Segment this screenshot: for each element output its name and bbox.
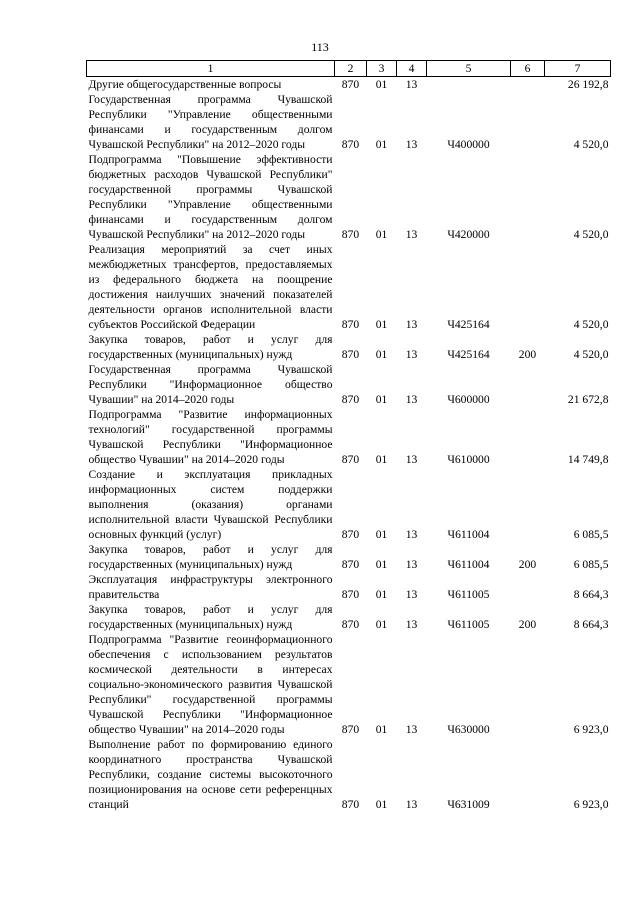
row-subsection-code: 13 [405,528,418,541]
row-description: Закупка товаров, работ и услуг для государственных (муниципальных) нужд [88,603,333,631]
row-ministry-code: 870 [341,453,360,466]
column-header: 4 [397,61,427,77]
row-subsection-code: 13 [405,318,418,331]
row-expense-type: 200 [518,618,537,631]
table-row [87,407,611,467]
row-expense-type [511,92,545,152]
row-section-code: 01 [375,588,388,601]
row-target-article: Ч631009 [447,798,490,811]
row-amount: 14 749,8 [567,453,609,466]
row-description: Эксплуатация инфраструктуры электронного правительства [88,573,333,601]
row-subsection-code: 13 [405,138,418,151]
row-subsection-code: 13 [405,348,418,361]
row-section-code: 01 [375,528,388,541]
row-expense-type [511,407,545,467]
row-ministry-code: 870 [341,348,360,361]
row-ministry-code: 870 [341,78,360,91]
row-amount: 6 923,0 [573,723,609,736]
row-section-code: 01 [375,228,388,241]
table-row [87,332,611,362]
row-amount: 8 664,3 [573,588,609,601]
column-header: 2 [335,61,367,77]
row-target-article: Ч630000 [447,723,490,736]
header-row [87,61,611,77]
row-amount: 4 520,0 [573,138,609,151]
row-amount: 21 672,8 [567,393,609,406]
column-header: 7 [545,61,611,77]
table-row [87,602,611,632]
row-subsection-code: 13 [405,798,418,811]
row-section-code: 01 [375,318,388,331]
row-description: Подпрограмма "Развитие геоинформационного обеспечения с использованием результатов космической деятельности в интересах социально-экономического развития Чувашской Республики" государственной программы Чувашской Республики "Информационное общество Чувашии" на 2014–2020 годы [88,633,333,736]
row-subsection-code: 13 [405,723,418,736]
row-section-code: 01 [375,348,388,361]
row-description: Другие общегосударственные вопросы [88,78,282,91]
row-target-article: Ч600000 [447,393,490,406]
row-subsection-code: 13 [405,558,418,571]
row-description: Закупка товаров, работ и услуг для государственных (муниципальных) нужд [88,543,333,571]
row-target-article: Ч420000 [447,228,490,241]
row-expense-type: 200 [518,558,537,571]
row-target-article: Ч611005 [447,588,490,601]
row-subsection-code: 13 [405,618,418,631]
row-expense-type [511,467,545,542]
row-target-article: Ч425164 [447,348,490,361]
row-section-code: 01 [375,138,388,151]
table-row [87,542,611,572]
budget-table [86,60,611,812]
column-header: 3 [367,61,397,77]
row-section-code: 01 [375,78,388,91]
row-expense-type [511,572,545,602]
row-amount: 8 664,3 [573,618,609,631]
row-description: Выполнение работ по формированию единого координатного пространства Чувашской Республики, создание системы высокоточного позиционирования на основе сети референцных станций [88,738,333,811]
row-section-code: 01 [375,618,388,631]
row-expense-type [511,242,545,332]
row-section-code: 01 [375,798,388,811]
page-number: 113 [311,40,329,54]
row-description: Закупка товаров, работ и услуг для государственных (муниципальных) нужд [88,333,333,361]
row-target-article [427,77,511,93]
row-expense-type [511,152,545,242]
row-amount: 4 520,0 [573,318,609,331]
table-row [87,152,611,242]
table-row [87,92,611,152]
row-target-article: Ч611005 [447,618,490,631]
row-ministry-code: 870 [341,723,360,736]
row-amount: 6 085,5 [573,558,609,571]
row-subsection-code: 13 [405,78,418,91]
row-target-article: Ч611004 [447,558,490,571]
row-subsection-code: 13 [405,393,418,406]
row-amount: 4 520,0 [573,228,609,241]
row-description: Подпрограмма "Развитие информационных технологий" государственной программы Чувашской Республики "Информационное общество Чувашии" на 2014–2020 годы [88,408,333,466]
row-description: Создание и эксплуатация прикладных информационных систем поддержки выполнения (оказания) органами исполнительной власти Чувашской Республики основных функций (услуг) [88,468,333,541]
row-ministry-code: 870 [341,588,360,601]
row-expense-type [511,362,545,407]
row-section-code: 01 [375,723,388,736]
row-section-code: 01 [375,393,388,406]
row-subsection-code: 13 [405,228,418,241]
row-subsection-code: 13 [405,588,418,601]
row-amount: 4 520,0 [573,348,609,361]
row-section-code: 01 [375,558,388,571]
row-expense-type [511,737,545,812]
row-section-code: 01 [375,453,388,466]
column-header: 1 [87,61,335,77]
table-row [87,737,611,812]
row-amount: 6 085,5 [573,528,609,541]
table-row [87,467,611,542]
row-description: Государственная программа Чувашской Республики "Информационное общество Чувашии" на 2014–2020 годы [88,363,333,406]
table-body [87,77,611,813]
row-description: Государственная программа Чувашской Республики "Управление общественными финансами и государственным долгом Чувашской Республики" на 2012–2020 годы [88,93,333,151]
row-ministry-code: 870 [341,393,360,406]
column-header: 6 [511,61,545,77]
column-header: 5 [427,61,511,77]
row-ministry-code: 870 [341,228,360,241]
row-ministry-code: 870 [341,618,360,631]
row-description: Реализация мероприятий за счет иных межбюджетных трансфертов, предоставляемых из федерального бюджета на поощрение достижения наилучших значений показателей деятельности органов исполнительной власти субъектов Российской Федерации [88,243,333,331]
row-expense-type: 200 [518,348,537,361]
table-row [87,632,611,737]
table-row [87,242,611,332]
row-target-article: Ч400000 [447,138,490,151]
row-ministry-code: 870 [341,138,360,151]
row-ministry-code: 870 [341,558,360,571]
row-ministry-code: 870 [341,798,360,811]
row-target-article: Ч611004 [447,528,490,541]
row-subsection-code: 13 [405,453,418,466]
table-row [87,77,611,93]
row-target-article: Ч425164 [447,318,490,331]
table-row [87,572,611,602]
row-expense-type [511,632,545,737]
row-amount: 26 192,8 [567,78,609,91]
row-target-article: Ч610000 [447,453,490,466]
row-ministry-code: 870 [341,528,360,541]
table-row [87,362,611,407]
row-amount: 6 923,0 [573,798,609,811]
row-description: Подпрограмма "Повышение эффективности бюджетных расходов Чувашской Республики" государственной программы Чувашской Республики "Управление общественными финансами и государственным долгом Чувашской Республики" на 2012–2020 годы [88,153,333,241]
row-ministry-code: 870 [341,318,360,331]
row-expense-type [511,77,545,93]
